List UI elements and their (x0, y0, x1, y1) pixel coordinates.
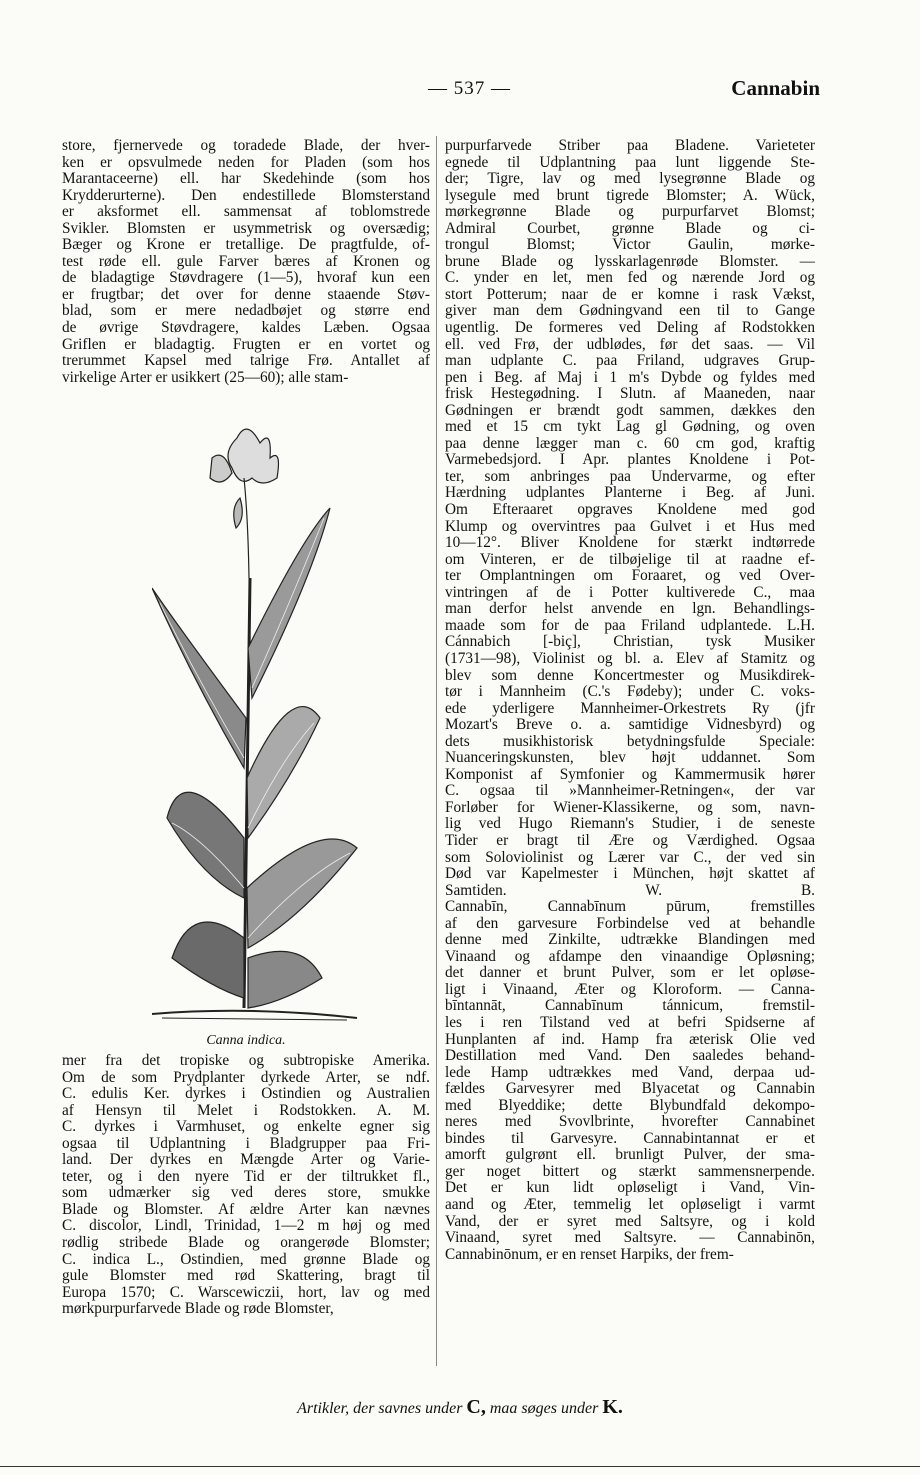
text-line: Død var Kapelmester i München, højt skattet af (445, 866, 815, 883)
text-line: man derfor helst anvende en lgn. Behandlings- (445, 601, 815, 618)
text-line: Nuanceringskunsten, blev højt uddannet. Som (445, 750, 815, 767)
text-line: ligt i Vinaand, Æter og Kloroform. — Canna- (445, 981, 815, 998)
text-line: bindes til Garvesyre. Cannabintannat er et (445, 1130, 815, 1147)
text-line: neres med Svovlbrinte, hvorefter Cannabinet (445, 1114, 815, 1131)
text-line: er aksformet ell. sammensat af toblomstrede (62, 204, 430, 221)
text-line: C. indica L., Ostindien, med grønne Blade og (62, 1251, 430, 1268)
right-column (445, 138, 815, 1263)
footer-letter-k: K. (602, 1396, 623, 1418)
text-line: Admiral Courbet, grønne Blade og ci- (445, 220, 815, 237)
footer-note (40, 1396, 880, 1419)
text-line: Hærdning udplantes Planterne i Beg. af Juni. (445, 485, 815, 502)
text-line: Vand, der er syret med Saltsyre, og i kold (445, 1213, 815, 1230)
left-column-bottom (62, 1053, 430, 1318)
text-line: aand og Æter, temmelig let opløseligt i varmt (445, 1197, 815, 1213)
text-line: mørkpurpurfarvede Blade og røde Blomster, (62, 1301, 334, 1318)
text-line: virkelige Arter er usikkert (25—60); alle stam- (62, 369, 349, 386)
text-line: egnede til Udplantning paa lunt liggende Ste- (445, 154, 815, 171)
column-divider (436, 136, 437, 1366)
text-line: blev som denne Koncertmester og Musikdirek- (445, 667, 815, 684)
text-line: Hunplanten af ind. Hamp fra æterisk Olie ved (445, 1031, 815, 1048)
text-line: les i ren Tilstand ved at befri Spidserne af (445, 1014, 815, 1031)
text-line: Om de som Prydplanter dyrkede Arter, se ndf. (62, 1069, 430, 1086)
text-line: lede Hamp udtrækkes med Vand, derpaa ud- (445, 1064, 815, 1081)
text-line: mer fra det tropiske og subtropiske Amerika. (62, 1053, 430, 1069)
text-line: Vinaand og afdampe den vinaandige Opløsning; (445, 948, 815, 965)
text-line: purpurfarvede Striber paa Bladene. Varieteter (445, 138, 815, 154)
text-line: Blade og Blomster. Af ældre Arter kan nævnes (62, 1201, 430, 1218)
text-line: Cannabīn, Cannabīnum pūrum, fremstilles (445, 899, 815, 916)
text-line: med Blyeddike; dette Blybundfald dekompo- (445, 1097, 815, 1114)
text-line: trongul Blomst; Victor Gaulin, mørke- (445, 237, 815, 254)
text-line: om Vinteren, er de tilbøjelige til at raadne ef- (445, 551, 815, 568)
text-line: der; Tigre, lav og med lysegrønne Blade og (445, 171, 815, 188)
text-line: Forløber for Wiener-Klassikerne, og som, navn- (445, 799, 815, 816)
text-line: Cánnabich [-biç], Christian, tysk Musiker (445, 634, 815, 651)
footer-middle: maa søges under (485, 1400, 603, 1417)
text-line: ger noget bittert og stærkt sammensnerpende. (445, 1163, 815, 1180)
text-line: stort Potterum; naar de er komne i rask Vækst, (445, 286, 815, 303)
text-line: bīntannāt, Cannabīnum tánnicum, fremstil- (445, 998, 815, 1015)
text-line: C. ynder en let, men fed og nærende Jord og (445, 270, 815, 287)
text-line: C. edulis Ker. dyrkes i Ostindien og Australien (62, 1086, 430, 1103)
bottom-rule (0, 1466, 920, 1467)
text-line: tør i Mannheim (C.'s Fødeby); under C. voks- (445, 684, 815, 701)
text-line: Komponist af Symfonier og Kammermusik hører (445, 766, 815, 783)
text-line: af den garvesure Forbindelse ved at behandle (445, 915, 815, 932)
text-line: teter, og i den nyere Tid er der tiltrukket fl., (62, 1168, 430, 1185)
text-line: Krydderurterne). Den endestillede Blomsterstand (62, 187, 430, 204)
text-line: mørkegrønne Blade og purpurfarvet Blomst; (445, 204, 815, 221)
text-line: Griflen er bladagtig. Frugten er en vortet og (62, 336, 430, 353)
text-line: Klump og overvintres paa Gulvet i et Hus med (445, 518, 815, 535)
text-line: de øvrige Støvdragere, kaldes Læben. Ogsaa (62, 320, 430, 337)
text-line: paa denne lægger man c. 60 cm god, kraftig (445, 435, 815, 452)
text-line: C. discolor, Lindl, Trinidad, 1—2 m høj og med (62, 1218, 430, 1235)
text-line: Bæger og Krone er tretallige. De pragtfulde, of- (62, 237, 430, 254)
text-line: ogsaa til Udplantning i Bladgrupper paa Fri- (62, 1135, 430, 1152)
text-line: man udplante C. paa Friland, udgraves Grup- (445, 353, 815, 370)
text-line: ken er opsvulmede neden for Pladen (som hos (62, 154, 430, 171)
text-line: Om Efteraaret opgraves Knoldene med god (445, 502, 815, 519)
text-line: store, fjernervede og toradede Blade, der hver- (62, 138, 430, 154)
text-line: Tider er bragt til Ære og Værdighed. Ogsaa (445, 832, 815, 849)
figure-caption: Canna indica. (206, 1033, 286, 1048)
left-column-top (62, 138, 430, 386)
text-line: denne med Zinkilte, udtrække Blandingen med (445, 932, 815, 949)
text-line: dets musikhistorisk betydningsfulde Speciale: (445, 733, 815, 750)
text-line: trerummet Kapsel med talrige Frø. Antallet af (62, 353, 430, 370)
text-line: test røde ell. gule Farver bæres af Kronen og (62, 253, 430, 270)
text-line: er frugtbar; det over for denne staaende Støv- (62, 286, 430, 303)
text-line: ede yderligere Mannheimer-Orkestrets Ry (jfr (445, 700, 815, 717)
text-line: ell. ved Frø, der udblødes, før det saas. — Vil (445, 336, 815, 353)
text-line: Destillation med Vand. Den saaledes behand- (445, 1048, 815, 1065)
text-line: (1731—98), Violinist og bl. a. Elev af Stamitz og (445, 650, 815, 667)
footer-letter-c: C, (466, 1396, 486, 1418)
text-line: Svikler. Blomsten er usymmetrisk og oversædig; (62, 220, 430, 237)
footer-prefix: Artikler, der savnes under (297, 1400, 467, 1417)
running-head: Cannabin (731, 76, 820, 100)
text-line: de bladagtige Støvdragere (1—5), hvoraf kun een (62, 270, 430, 287)
text-line: ter Omplantningen om Foraaret, og ved Over- (445, 568, 815, 585)
text-line: pen i Beg. af Maj i 1 m's Dybde og fyldes med (445, 369, 815, 386)
text-line: som udmærker sig ved deres store, smukke (62, 1185, 430, 1202)
text-line: med et 15 cm tykt Lag gl Gødning, og oven (445, 419, 815, 436)
text-line: Samtiden. W. B. (445, 882, 815, 899)
text-line: C. dyrkes i Varmhuset, og enkelte egner sig (62, 1119, 430, 1136)
text-line: ugentlig. De formeres ved Deling af Rodstokken (445, 320, 815, 337)
text-line: frisk Hestegødning. I Slutn. af Maaneden, naar (445, 386, 815, 403)
text-line: Varmebedsjord. I Apr. plantes Knoldene i Pot- (445, 452, 815, 469)
text-line: 10—12°. Bliver Knoldene for stærkt indtørrede (445, 535, 815, 552)
canna-indica-illustration (152, 418, 362, 1028)
text-line: amorft gulgrønt ell. brunligt Pulver, der sma- (445, 1147, 815, 1164)
text-line: blad, som er mere nedadbøjet og større end (62, 303, 430, 320)
text-line: fældes Garvesyrer med Blyacetat og Cannabin (445, 1081, 815, 1098)
text-line: Det er kun lidt opløseligt i Vand, Vin- (445, 1180, 815, 1197)
text-line: rødlig stribede Blade og orangerøde Blomster; (62, 1235, 430, 1252)
text-line: vintringen af de i Potter kultiverede C., maa (445, 584, 815, 601)
text-line: C. ogsaa til »Mannheimer-Retningen«, der var (445, 783, 815, 800)
text-line: Europa 1570; C. Warscewiczii, hort, lav og med (62, 1284, 430, 1301)
page-number: — 537 — (428, 78, 511, 99)
text-line: giver man dem Gødningvand een til to Gange (445, 303, 815, 320)
text-line: Gødningen er brændt godt sammen, dækkes den (445, 402, 815, 419)
text-line: gule Blomster med rød Skattering, bragt til (62, 1268, 430, 1285)
text-line: ter, som anbringes paa Undervarme, og efter (445, 468, 815, 485)
text-line: lysegule med brunt tigrede Blomster; A. Wück, (445, 187, 815, 204)
text-line: Vinaand, syret med Saltsyre. — Cannabinōn, (445, 1230, 815, 1247)
text-line: Cannabinōnum, er en renset Harpiks, der frem- (445, 1246, 734, 1263)
text-line: af Hensyn til Melet i Rodstokken. A. M. (62, 1102, 430, 1119)
text-line: land. Der dyrkes en Mængde Arter og Varie- (62, 1152, 430, 1169)
text-line: det danner et brunt Pulver, som er let opløse- (445, 965, 815, 982)
page-header (40, 78, 820, 106)
text-line: lig ved Hugo Riemann's Studier, i de seneste (445, 816, 815, 833)
text-line: som Soloviolinist og Lærer var C., der ved sin (445, 849, 815, 866)
text-line: maade som for de paa Friland udplantede. L.H. (445, 617, 815, 634)
text-line: Mozart's Breve o. a. samtidige Vidnesbyrd) og (445, 717, 815, 734)
text-line: Marantaceerne) ell. har Skedehinde (som hos (62, 171, 430, 188)
text-line: brune Blade og lysskarlagenrøde Blomster. — (445, 253, 815, 270)
